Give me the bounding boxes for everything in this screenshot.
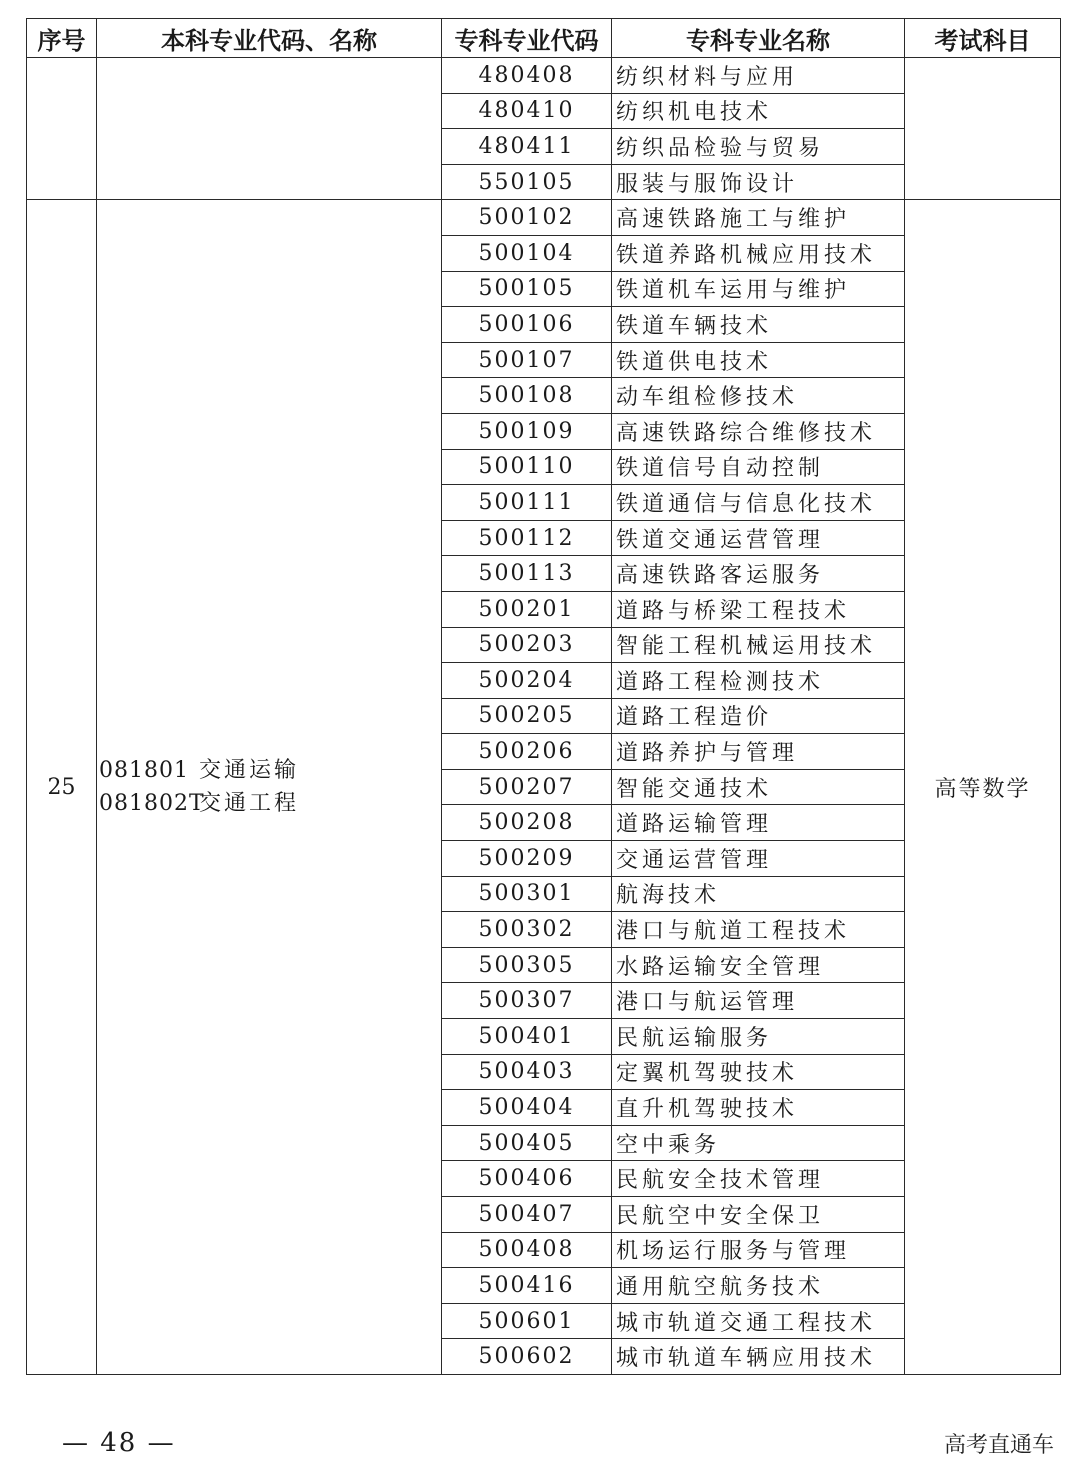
table-row [27, 58, 1061, 94]
major-name-cell: 纺织机电技术 [612, 93, 905, 129]
major-name-cell: 铁道车辆技术 [612, 307, 905, 343]
major-code-cell: 550105 [442, 164, 612, 200]
major-code-cell: 500208 [442, 805, 612, 841]
major-name-cell: 道路与桥梁工程技术 [612, 591, 905, 627]
major-name-cell: 高速铁路客运服务 [612, 556, 905, 592]
major-name-cell: 民航安全技术管理 [612, 1161, 905, 1197]
major-code-cell: 500416 [442, 1268, 612, 1304]
major-code-cell: 500104 [442, 235, 612, 271]
prev-group-bachelor-cell [97, 58, 442, 200]
group-number-cell: 25 [27, 200, 97, 1375]
major-code-cell: 500113 [442, 556, 612, 592]
major-code-cell: 500111 [442, 485, 612, 521]
major-name-cell: 空中乘务 [612, 1125, 905, 1161]
major-code-cell: 500205 [442, 698, 612, 734]
major-code-cell: 500209 [442, 841, 612, 877]
major-code-cell: 480410 [442, 93, 612, 129]
watermark-text: 高考直通车 [943, 1433, 1054, 1458]
major-name-cell: 港口与航道工程技术 [612, 912, 905, 948]
major-code-cell: 500403 [442, 1054, 612, 1090]
major-table [26, 18, 1061, 1375]
major-name-cell: 直升机驾驶技术 [612, 1090, 905, 1126]
header-name: 专科专业名称 [612, 19, 905, 58]
major-name-cell: 纺织品检验与贸易 [612, 129, 905, 165]
major-name-cell: 水路运输安全管理 [612, 947, 905, 983]
major-code-cell: 500305 [442, 947, 612, 983]
table-row [27, 200, 1061, 236]
header-bachelor: 本科专业代码、名称 [97, 19, 442, 58]
major-name-cell: 铁道交通运营管理 [612, 520, 905, 556]
major-code-cell: 480408 [442, 58, 612, 94]
major-code-cell: 500404 [442, 1090, 612, 1126]
page-number: — 48 — [62, 1428, 176, 1458]
major-code-cell: 500203 [442, 627, 612, 663]
major-code-cell: 500307 [442, 983, 612, 1019]
major-name-cell: 定翼机驾驶技术 [612, 1054, 905, 1090]
major-name-cell: 智能交通技术 [612, 769, 905, 805]
major-name-cell: 通用航空航务技术 [612, 1268, 905, 1304]
major-name-cell: 交通运营管理 [612, 841, 905, 877]
major-name-cell: 铁道供电技术 [612, 342, 905, 378]
major-code-cell: 500108 [442, 378, 612, 414]
major-name-cell: 动车组检修技术 [612, 378, 905, 414]
major-name-cell: 服装与服饰设计 [612, 164, 905, 200]
major-name-cell: 机场运行服务与管理 [612, 1232, 905, 1268]
major-code-cell: 500109 [442, 413, 612, 449]
header-code: 专科专业代码 [442, 19, 612, 58]
major-code-cell: 500207 [442, 769, 612, 805]
major-code-cell: 500601 [442, 1303, 612, 1339]
prev-group-no-cell [27, 58, 97, 200]
major-code-cell: 480411 [442, 129, 612, 165]
major-name-cell: 道路养护与管理 [612, 734, 905, 770]
major-name-cell: 铁道养路机械应用技术 [612, 235, 905, 271]
major-name-cell: 道路工程检测技术 [612, 663, 905, 699]
major-code-cell: 500302 [442, 912, 612, 948]
table-body [27, 58, 1061, 1375]
major-name-cell: 城市轨道车辆应用技术 [612, 1339, 905, 1375]
major-name-cell: 铁道通信与信息化技术 [612, 485, 905, 521]
major-name-cell: 民航空中安全保卫 [612, 1197, 905, 1233]
major-code-cell: 500201 [442, 591, 612, 627]
bachelor-majors-cell [97, 200, 442, 1375]
major-code-cell: 500206 [442, 734, 612, 770]
major-code-cell: 500401 [442, 1019, 612, 1055]
major-name-cell: 智能工程机械运用技术 [612, 627, 905, 663]
bachelor-major-name: 交通运输 [199, 758, 300, 784]
exam-subject-cell: 高等数学 [905, 200, 1061, 1375]
bachelor-major-code: 081802T [99, 791, 205, 817]
major-name-cell: 民航运输服务 [612, 1019, 905, 1055]
major-name-cell: 铁道机车运用与维护 [612, 271, 905, 307]
major-name-cell: 铁道信号自动控制 [612, 449, 905, 485]
major-name-cell: 纺织材料与应用 [612, 58, 905, 94]
major-code-cell: 500204 [442, 663, 612, 699]
major-code-cell: 500112 [442, 520, 612, 556]
major-code-cell: 500102 [442, 200, 612, 236]
major-code-cell: 500110 [442, 449, 612, 485]
major-code-cell: 500602 [442, 1339, 612, 1375]
table-header-row [27, 19, 1061, 58]
major-name-cell: 道路工程造价 [612, 698, 905, 734]
major-code-cell: 500301 [442, 876, 612, 912]
bachelor-major-code: 081801 [99, 758, 189, 784]
major-name-cell: 道路运输管理 [612, 805, 905, 841]
major-name-cell: 城市轨道交通工程技术 [612, 1303, 905, 1339]
major-code-cell: 500408 [442, 1232, 612, 1268]
major-name-cell: 航海技术 [612, 876, 905, 912]
major-code-cell: 500407 [442, 1197, 612, 1233]
bachelor-major-line [99, 787, 441, 820]
major-code-cell: 500105 [442, 271, 612, 307]
header-no: 序号 [27, 19, 97, 58]
bachelor-major-line [99, 754, 441, 787]
prev-group-subject-cell [905, 58, 1061, 200]
major-name-cell: 高速铁路综合维修技术 [612, 413, 905, 449]
major-name-cell: 港口与航运管理 [612, 983, 905, 1019]
major-name-cell: 高速铁路施工与维护 [612, 200, 905, 236]
bachelor-major-name: 交通工程 [199, 791, 300, 817]
major-code-cell: 500106 [442, 307, 612, 343]
major-code-cell: 500405 [442, 1125, 612, 1161]
major-code-cell: 500107 [442, 342, 612, 378]
header-subject: 考试科目 [905, 19, 1061, 58]
major-code-cell: 500406 [442, 1161, 612, 1197]
